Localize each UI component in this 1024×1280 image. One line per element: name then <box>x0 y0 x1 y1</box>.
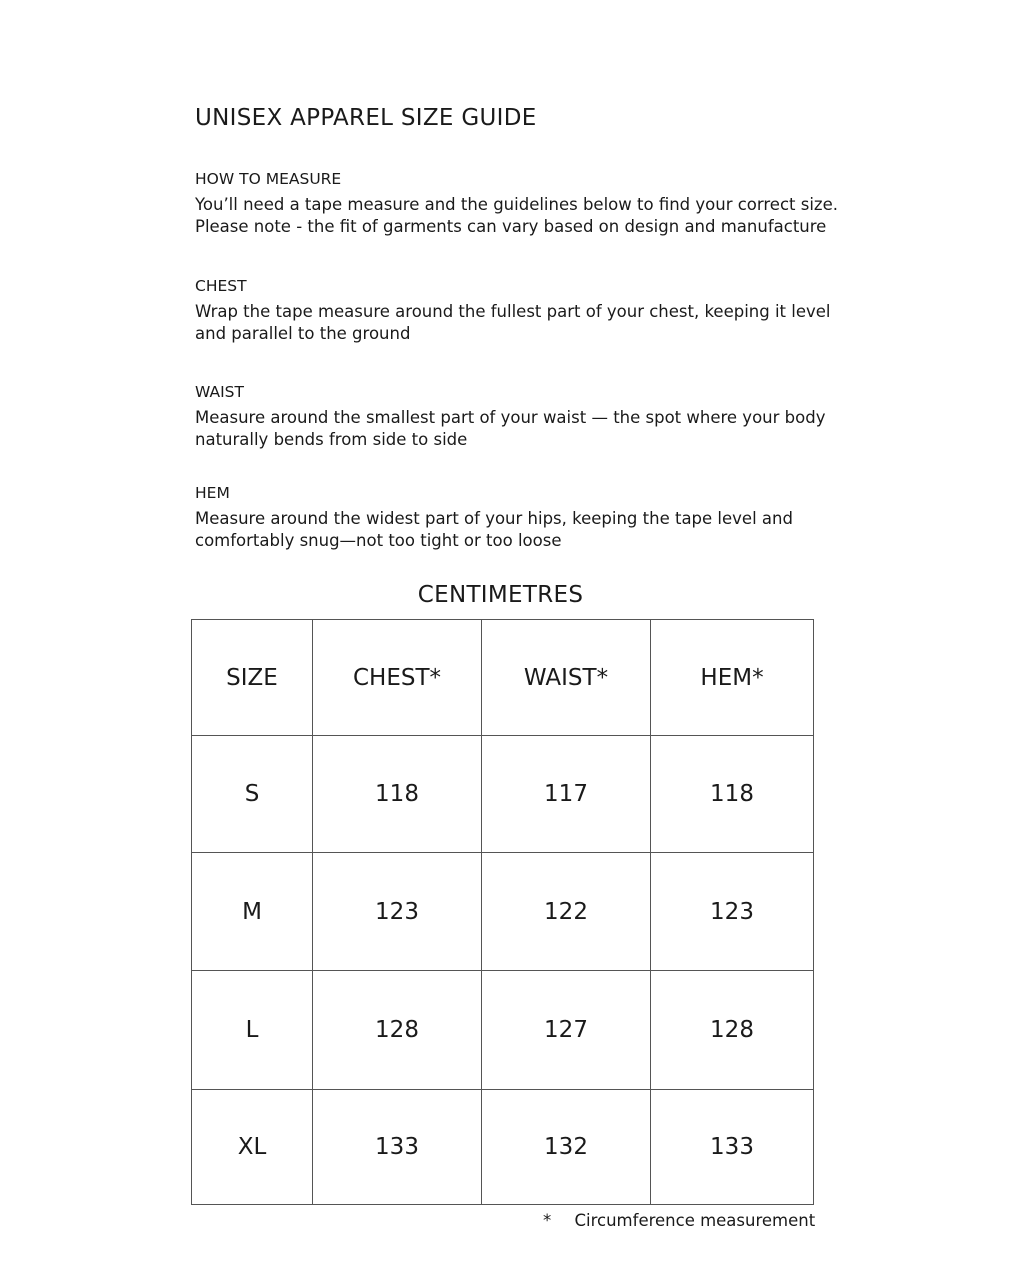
cell-hem: 128 <box>651 971 814 1090</box>
cell-size: L <box>192 971 313 1090</box>
size-table <box>191 619 814 1205</box>
section-body-waist <box>195 407 855 451</box>
cell-hem: 133 <box>651 1090 814 1205</box>
cell-hem: 123 <box>651 853 814 971</box>
footnote <box>543 1210 815 1232</box>
footnote-text: Circumference measurement <box>574 1211 816 1230</box>
cell-waist: 117 <box>482 736 651 853</box>
section-body-hem <box>195 508 855 552</box>
cell-size: S <box>192 736 313 853</box>
section-heading-how-to-measure: HOW TO MEASURE <box>195 170 342 188</box>
section-heading-chest: CHEST <box>195 277 247 295</box>
cell-chest: 133 <box>313 1090 482 1205</box>
table-header-row <box>192 620 814 736</box>
body-line: naturally bends from side to side <box>195 430 468 449</box>
cell-chest: 123 <box>313 853 482 971</box>
section-heading-waist: WAIST <box>195 383 244 401</box>
body-line: Measure around the smallest part of your waist — the spot where your body <box>195 408 826 427</box>
section-body-how-to-measure <box>195 194 855 238</box>
header-hem: HEM* <box>651 620 814 736</box>
section-body-chest <box>195 301 855 345</box>
footnote-marker: * <box>543 1211 552 1230</box>
section-heading-hem: HEM <box>195 484 230 502</box>
body-line: Measure around the widest part of your hips, keeping the tape level and <box>195 509 793 528</box>
table-row <box>192 736 814 853</box>
body-line: Wrap the tape measure around the fullest part of your chest, keeping it level <box>195 302 831 321</box>
body-line: You’ll need a tape measure and the guidelines below to find your correct size. <box>195 195 838 214</box>
table-row <box>192 1090 814 1205</box>
table-caption-text: CENTIMETRES <box>417 582 584 608</box>
cell-size: M <box>192 853 313 971</box>
header-size: SIZE <box>192 620 313 736</box>
cell-chest: 128 <box>313 971 482 1090</box>
cell-size: XL <box>192 1090 313 1205</box>
table-row <box>192 853 814 971</box>
cell-waist: 122 <box>482 853 651 971</box>
header-waist: WAIST* <box>482 620 651 736</box>
cell-waist: 132 <box>482 1090 651 1205</box>
table-caption <box>192 580 819 610</box>
cell-waist: 127 <box>482 971 651 1090</box>
page-title: UNISEX APPAREL SIZE GUIDE <box>195 105 537 131</box>
body-line: comfortably snug—not too tight or too loose <box>195 531 562 550</box>
table-row <box>192 971 814 1090</box>
body-line: Please note - the fit of garments can vary based on design and manufacture <box>195 217 827 236</box>
header-chest: CHEST* <box>313 620 482 736</box>
cell-hem: 118 <box>651 736 814 853</box>
body-line: and parallel to the ground <box>195 324 411 343</box>
cell-chest: 118 <box>313 736 482 853</box>
